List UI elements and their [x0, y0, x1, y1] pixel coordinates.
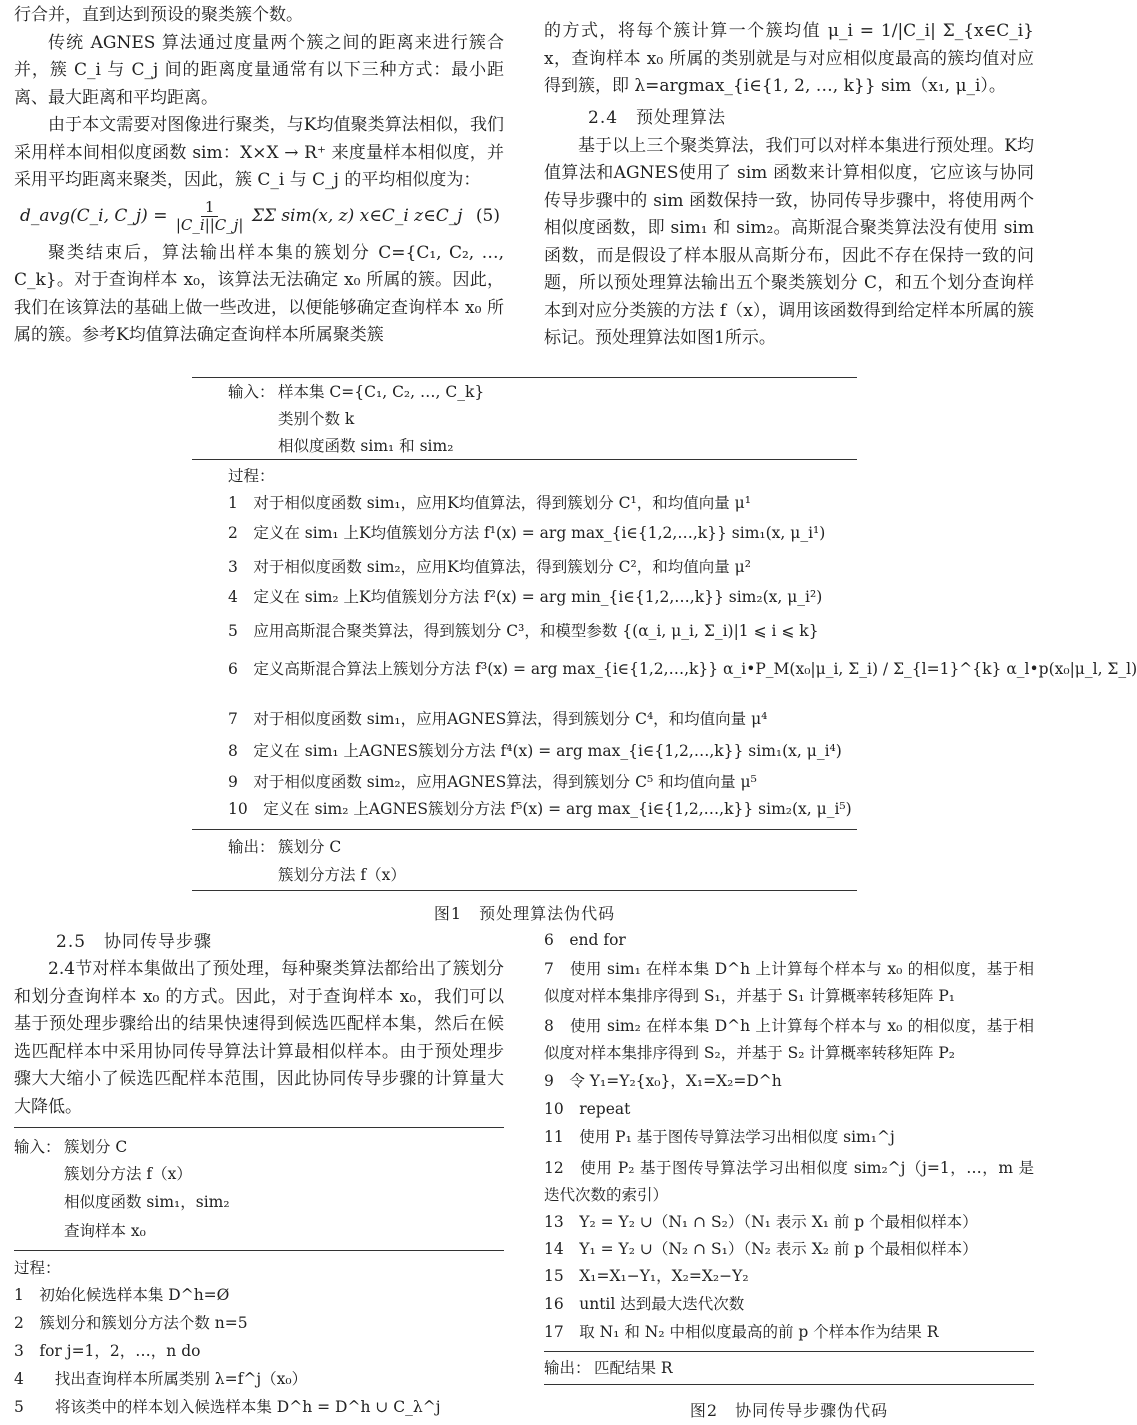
fig1-step-8: 8 定义在 sim₁ 上AGNES簇划分方法 f⁴(x) = arg max_{i∈{1,2,…,k}} sim₁(x, μ_i⁴)	[228, 742, 842, 760]
fig2-step-16: 16 until 达到最大迭代次数	[544, 1295, 745, 1313]
fig1-step-4: 4 定义在 sim₂ 上K均值簇划分方法 f²(x) = arg min_{i∈{1,2,…,k}} sim₂(x, μ_i²)	[228, 588, 823, 606]
fig1-step-6: 6 定义高斯混合算法上簇划分方法 f³(x) = arg max_{i∈{1,2,…,k}} α_i•P_M(x₀|μ_i, Σ_i) / Σ_{l=1}^{k} α_l•p(x₀|μ_l, Σ_l)	[228, 660, 1137, 678]
fig1-output-label: 输出：	[228, 838, 275, 856]
fig2-input-label: 输入：	[14, 1138, 61, 1156]
fig2-input-4: 查询样本 x₀	[64, 1222, 146, 1240]
paragraph-agnes-distance: 传统 AGNES 算法通过度量两个簇之间的距离来进行簇合并，簇 C_i 与 C_j 间的距离度量通常有以下三种方式：最小距离、最大距离和平均距离。	[14, 32, 504, 108]
fig2-input-3: 相似度函数 sim₁，sim₂	[64, 1193, 230, 1211]
fig2-left-top-rule	[14, 1127, 504, 1128]
fig1-output-1: 簇划分 C	[278, 838, 342, 856]
fig2-step-3: 3 for j=1，2，…，n do	[14, 1342, 201, 1360]
fig2-step-6: 6 end for	[544, 931, 626, 949]
fig1-step-9: 9 对于相似度函数 sim₂，应用AGNES算法，得到簇划分 C⁵ 和均值向量 μ⁵	[228, 773, 757, 791]
equation-body	[20, 199, 462, 234]
fig2-step-1: 1 初始化候选样本集 D^h=Ø	[14, 1286, 230, 1304]
paragraph-co-transduction: 2.4节对样本集做出了预处理，每种聚类算法都给出了簇划分和划分查询样本 x₀ 的方式。因此，对于查询样本 x₀，我们可以基于预处理步骤给出的结果快速得到候选匹配样本集，然后在候选匹配样本中采用协同传导算法计算最相似样本。由于预处理步骤大大缩小了候选匹配样本范围，因此协同传导步骤的计算量大大降低。	[14, 959, 504, 1117]
right-column	[544, 18, 1034, 353]
fig2-process-label: 过程：	[14, 1259, 61, 1277]
fig2-output-label: 输出：	[544, 1359, 591, 1377]
paragraph-similarity: 由于本文需要对图像进行聚类，与K均值聚类算法相似，我们采用样本间相似度函数 sim：X×X → R⁺ 来度量样本相似度，并采用平均距离来聚类，因此，簇 C_i 与 C_j 的平均相似度为：	[14, 115, 504, 190]
fraction-denominator: |C_i||C_j|	[175, 215, 244, 234]
fig1-caption: 图1 预处理算法伪代码	[433, 904, 616, 923]
fig2-step-2: 2 簇划分和簇划分方法个数 n=5	[14, 1314, 248, 1332]
section-heading-2-4: 2.4 预处理算法	[588, 107, 727, 128]
fig1-step-5: 5 应用高斯混合聚类算法，得到簇划分 C³，和模型参数 {(α_i, μ_i, Σ_i)|1 ⩽ i ⩽ k}	[228, 622, 819, 640]
fig1-input-label: 输入：	[228, 383, 275, 401]
fig1-step-3: 3 对于相似度函数 sim₂，应用K均值算法，得到簇划分 C²，和均值向量 μ²	[228, 558, 751, 576]
fig2-step-14: 14 Y₁ = Y₂ ∪（N₂ ∩ S₁）（N₂ 表示 X₂ 前 p 个最相似样本）	[544, 1240, 978, 1258]
fig2-step-11: 11 使用 P₁ 基于图传导算法学习出相似度 sim₁^j	[544, 1128, 895, 1146]
fig2-step-9: 9 令 Y₁=Y₂{x₀}，X₁=X₂=D^h	[544, 1072, 782, 1090]
section-2-5	[14, 928, 504, 1121]
fig1-step-1: 1 对于相似度函数 sim₁，应用K均值算法，得到簇划分 C¹，和均值向量 μ¹	[228, 494, 751, 512]
fig2-output: 匹配结果 R	[594, 1359, 673, 1377]
equation-rhs: ΣΣ sim(x, z) x∈C_i z∈C_j	[251, 205, 463, 226]
fig2-input-1: 簇划分 C	[64, 1138, 128, 1156]
fig1-step-10: 10 定义在 sim₂ 上AGNES簇划分方法 f⁵(x) = arg max_{i∈{1,2,…,k}} sim₂(x, μ_i⁵)	[228, 800, 852, 818]
fig2-caption: 图2 协同传导步骤伪代码	[689, 1401, 889, 1420]
fig1-mid-rule	[192, 459, 857, 460]
fig1-top-rule	[192, 377, 857, 378]
fig2-step-8: 8 使用 sim₂ 在样本集 D^h 上计算每个样本与 x₀ 的相似度，基于相似度对样本集排序得到 S₂，并基于 S₂ 计算概率转移矩阵 P₂	[544, 1017, 1034, 1062]
fig1-step-2: 2 定义在 sim₁ 上K均值簇划分方法 f¹(x) = arg max_{i∈{1,2,…,k}} sim₁(x, μ_i¹)	[228, 524, 826, 542]
fig1-input-3: 相似度函数 sim₁ 和 sim₂	[278, 437, 454, 455]
fig1-bottom-rule	[192, 890, 857, 891]
equation-number: (5)	[475, 206, 500, 226]
fraction-numerator: 1	[201, 199, 219, 217]
left-column	[14, 2, 504, 350]
fig2-left-mid-rule	[14, 1250, 504, 1251]
fig1-step-7: 7 对于相似度函数 sim₁，应用AGNES算法，得到簇划分 C⁴，和均值向量 μ⁴	[228, 710, 768, 728]
fig2-step-10: 10 repeat	[544, 1100, 631, 1118]
fig1-output-2: 簇划分方法 f（x）	[278, 866, 406, 884]
fig1-input-1: 样本集 C={C₁, C₂, …, C_k}	[278, 383, 485, 401]
paragraph-query-sample: 聚类结束后，算法输出样本集的簇划分 C={C₁, C₂, …, C_k}。对于查询样本 x₀，该算法无法确定 x₀ 所属的簇。因此，我们在该算法的基础上做一些改进，以便能够确定查询样本 x₀ 所属的簇。参考K均值算法确定查询样本所属聚类簇	[14, 242, 504, 345]
fig2-right-rule	[544, 1351, 1034, 1352]
fig2-input-2: 簇划分方法 f（x）	[64, 1165, 192, 1183]
paragraph-preprocessing: 基于以上三个聚类算法，我们可以对样本集进行预处理。K均值算法和AGNES使用了 sim 函数来计算相似度，它应该与协同传导步骤中的 sim 函数保持一致，协同传导步骤中，将使用两个相似度函数，即 sim₁ 和 sim₂。高斯混合聚类算法没有使用 sim 函数，而是假设了样本服从高斯分布，因此不存在保持一致的问题，所以预处理算法输出五个聚类簇划分 C，和五个划分查询样本到对应分类簇的方法 f（x），调用该函数得到给定样本所属的簇标记。预处理算法如图1所示。	[544, 135, 1034, 348]
fig1-process-label: 过程：	[228, 467, 275, 485]
fig2-step-4: 4 找出查询样本所属类别 λ=f^j（x₀）	[14, 1370, 308, 1388]
equation-fraction	[176, 199, 244, 234]
paragraph-cluster-mean: 的方式，将每个簇计算一个簇均值 μ_i = 1/|C_i| Σ_{x∈C_i} x，查询样本 x₀ 所属的类别就是与对应相似度最高的簇均值对应得到簇，即 λ=argmax_{i∈{1, 2, …, k}} sim（x₁, μ_i）。	[544, 21, 1034, 96]
fig1-input-2: 类别个数 k	[278, 410, 355, 428]
paragraph-continuation: 行合并，直到达到预设的聚类簇个数。	[14, 5, 303, 25]
equation-lhs: d_avg(C_i, C_j) =	[20, 205, 168, 226]
fig2-step-15: 15 X₁=X₁−Y₁，X₂=X₂−Y₂	[544, 1267, 749, 1285]
fig2-step-7: 7 使用 sim₁ 在样本集 D^h 上计算每个样本与 x₀ 的相似度，基于相似度对样本集排序得到 S₁，并基于 S₁ 计算概率转移矩阵 P₁	[544, 960, 1034, 1005]
fig1-lower-rule	[192, 829, 857, 830]
fig2-step-12: 12 使用 P₂ 基于图传导算法学习出相似度 sim₂^j（j=1，…，m 是迭代次数的索引）	[544, 1159, 1034, 1204]
equation-5	[20, 199, 504, 234]
fig2-bottom-rule	[544, 1384, 1034, 1385]
fig2-step-13: 13 Y₂ = Y₂ ∪（N₁ ∩ S₂）（N₁ 表示 X₁ 前 p 个最相似样本）	[544, 1213, 978, 1231]
fig2-step-17: 17 取 N₁ 和 N₂ 中相似度最高的前 p 个样本作为结果 R	[544, 1323, 939, 1341]
fig2-step-5: 5 将该类中的样本划入候选样本集 D^h = D^h ∪ C_λ^j	[14, 1398, 441, 1416]
section-heading-2-5: 2.5 协同传导步骤	[56, 932, 213, 952]
